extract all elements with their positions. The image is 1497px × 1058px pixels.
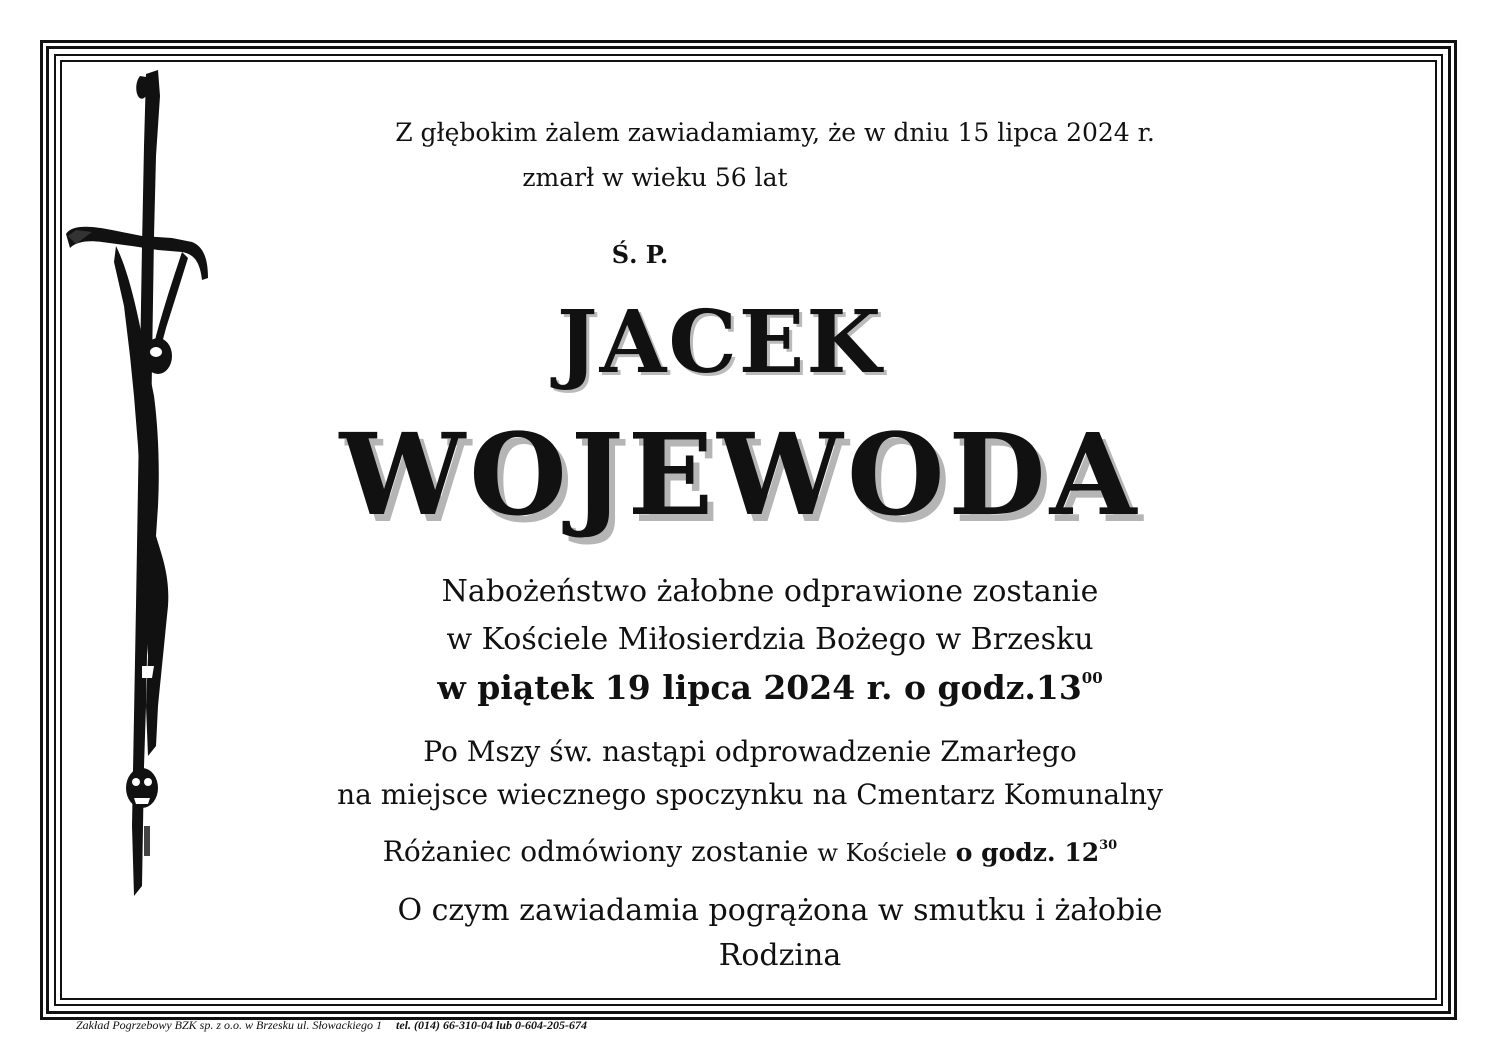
first-name: JACEK — [556, 292, 884, 393]
service-time-minutes: 00 — [1081, 669, 1103, 687]
footer-company: Zakład Pogrzebowy BZK sp. z o.o. w Brzesku ul. Słowackiego 1 — [76, 1018, 382, 1032]
signature: Rodzina — [718, 938, 842, 973]
last-name: WOJEWODA — [339, 410, 1141, 541]
rosary-minutes: 30 — [1099, 838, 1118, 853]
service-date-text: w piątek 19 lipca 2024 r. o godz.13 — [437, 668, 1082, 707]
sp-abbreviation: Ś. P. — [611, 240, 669, 269]
rosary-text: Różaniec odmówiony zostanie — [382, 835, 809, 868]
crucifix-icon — [62, 66, 222, 906]
rosary-time: o godz. 12 — [955, 838, 1100, 867]
rosary-place: w Kościele — [817, 839, 947, 867]
service-line-1: Nabożeństwo żałobne odprawione zostanie — [441, 574, 1099, 609]
closing-line: O czym zawiadamia pogrążona w smutku i żałobie — [397, 893, 1163, 928]
footer-phone: tel. (014) 66-310-04 lub 0-604-205-674 — [396, 1018, 587, 1032]
rosary-line — [220, 835, 1280, 868]
intro-line-2: zmarł w wieku 56 lat — [522, 163, 788, 192]
footer — [76, 1018, 587, 1033]
burial-line-2: na miejsce wiecznego spoczynku na Cmentarz Komunalny — [337, 778, 1163, 811]
service-date — [230, 668, 1310, 707]
intro-line-1: Z głębokim żalem zawiadamiamy, że w dniu 15 lipca 2024 r. — [395, 118, 1155, 147]
service-line-2: w Kościele Miłosierdzia Bożego w Brzesku — [446, 622, 1094, 657]
burial-line-1: Po Mszy św. nastąpi odprowadzenie Zmarłego — [423, 735, 1077, 768]
